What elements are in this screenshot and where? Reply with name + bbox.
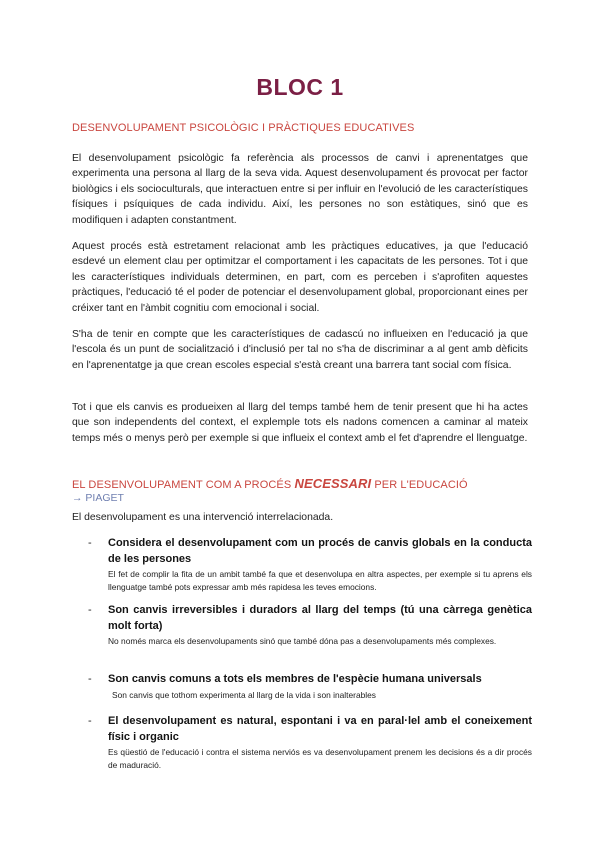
bullet-marker: -	[88, 537, 92, 549]
heading-prefix: EL DESENVOLUPAMENT COM A PROCÉS	[72, 479, 295, 491]
piaget-reference: → PIAGET	[72, 492, 124, 504]
heading-emphasis: NECESSARI	[294, 476, 372, 491]
bullet-heading: Son canvis comuns a tots els membres de l'espècie humana universals	[108, 673, 482, 685]
bullet-body: No només marca els desenvolupaments sinó que també dóna pas a desenvolupaments més complexes.	[108, 636, 497, 646]
bullet-item	[88, 714, 532, 771]
bullet-item	[88, 672, 532, 701]
bullet-item	[88, 603, 532, 648]
bullet-heading: Son canvis irreversibles i duradors al llarg del temps (tú una càrrega genètica molt forta)	[108, 604, 532, 632]
bullet-heading: Considera el desenvolupament com un procés de canvis globals en la conducta de les persones	[108, 537, 532, 565]
paragraph-2: Aquest procés està estretament relacionat amb les pràctiques educatives, ja que l'educació esdevé un element clau per optimitzar el comportament i les capacitats de les persones. Tot i que les característiques individuals determinen, en part, com es perceben i s'aprofiten aquestes pràctiques, l'educació té el poder de potenciar el desenvolupament global, proporcionant eines per créixer tant en l'àmbit cognitiu com emocional i social.	[72, 241, 528, 314]
paragraph-4: Tot i que els canvis es produeixen al llarg del temps també hem de tenir present que hi ha actes que son independents del context, el explemple tots els nadons comencen a caminar al mateix temps més o menys però per exemple si que influeix el context amb el fet d'aprendre el llenguatge.	[72, 402, 528, 444]
section-heading-development-necessary	[72, 476, 468, 491]
bullet-body: Son canvis que tothom experimenta al llarg de la vida i son inalterables	[112, 689, 376, 700]
paragraph-1: El desenvolupament psicològic fa referència als processos de canvi i aprenentatges que experimenta una persona al llarg de la seva vida. Aquest desenvolupament és provocat per factor biològics i els socioculturals, que interactuen entre si per influir en l'evolució de les característiques físiques i psíquiques de cada individu. Així, les persones no son estàtiques, sinó que es modifiquen i adapten constantment.	[72, 153, 528, 226]
bullet-marker: -	[88, 673, 92, 685]
section-intro: El desenvolupament es una intervenció interrelacionada.	[72, 512, 334, 523]
section-heading-psychological-development: DESENVOLUPAMENT PSICOLÒGIC I PRÀCTIQUES EDUCATIVES	[72, 122, 415, 134]
bullet-heading: El desenvolupament es natural, espontani i va en paral·lel amb el coneixement físic i organic	[108, 715, 532, 743]
paragraph-3: S'ha de tenir en compte que les característiques de cadascú no influeixen en l'educació ja que l'escola és un punt de socialització i d'inclusió per tal no s'ha de discriminar a al gent amb dèficits en l'aprenentatge ja que crean escoles especial s'està creant una barrera tant social com física.	[72, 329, 528, 371]
bullet-marker: -	[88, 604, 92, 616]
heading-suffix: PER L'EDUCACIÓ	[371, 479, 468, 491]
document-title: BLOC 1	[256, 74, 344, 100]
bullet-item	[88, 536, 532, 593]
bullet-marker: -	[88, 715, 92, 727]
bullet-body: El fet de complir la fita de un ambit també fa que et desenvolupa en altra aspectes, per exemple si tu aprens els llenguatge també pots expressar amb més rapidesa les teves emocions.	[108, 569, 532, 592]
bullet-body: Es qüestió de l'educació i contra el sistema nerviós es va desenvolupament prenem les decisions és a dir procés de maduració.	[108, 747, 532, 770]
